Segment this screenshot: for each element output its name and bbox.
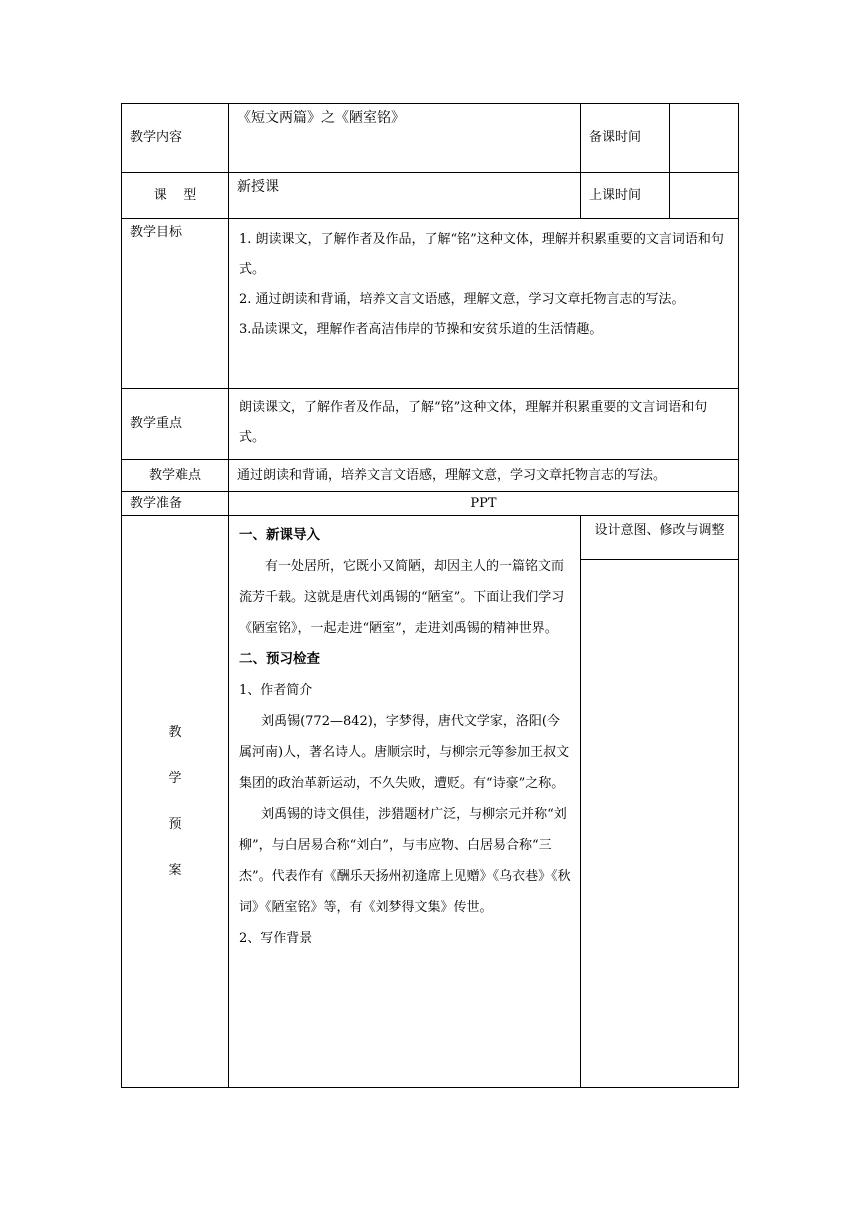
plan-body bbox=[229, 516, 581, 1088]
design-notes-area bbox=[581, 560, 739, 1088]
row-content bbox=[122, 104, 739, 173]
row-difficulties bbox=[122, 460, 739, 492]
key-points-value: 朗读课文，了解作者及作品，了解“铭”这种文体，理解并积累重要的文言词语和句式。 bbox=[229, 389, 739, 460]
type-label: 课 型 bbox=[122, 173, 229, 219]
side-label-char: 案 bbox=[168, 862, 182, 878]
preparation-value: PPT bbox=[229, 492, 739, 516]
content-value: 《短文两篇》之《陋室铭》 bbox=[229, 104, 581, 173]
design-notes-header: 设计意图、修改与调整 bbox=[581, 516, 739, 560]
type-value: 新授课 bbox=[229, 173, 581, 219]
intro-text: 有一处居所，它既小又简陋，却因主人的一篇铭文而流芳千载。这就是唐代刘禹锡的“陋室”。下面让我们学习《陋室铭》，一起走进“陋室”，走进刘禹锡的精神世界。 bbox=[239, 559, 565, 636]
author-paragraph-2: 刘禹锡的诗文俱佳，涉猎题材广泛，与柳宗元并称“刘柳”，与白居易合称“刘白”，与韦应物、白居易合称“三杰”。代表作有《酬乐天扬州初逢席上见赠》《乌衣巷》《秋词》《陋室铭》等，有《刘梦得文集》传世。 bbox=[239, 807, 571, 915]
author-paragraph-1: 刘禹锡(772—842)，字梦得，唐代文学家，洛阳(今属河南)人，著名诗人。唐顺宗时，与柳宗元等参加王叔文集团的政治革新运动，不久失败，遭贬。有“诗豪”之称。 bbox=[239, 714, 570, 791]
side-label-char: 学 bbox=[168, 770, 182, 786]
author-heading: 1、作者简介 bbox=[239, 683, 313, 698]
background-heading: 2、写作背景 bbox=[239, 931, 313, 946]
prep-time-value bbox=[670, 104, 739, 173]
goals-label: 教学目标 bbox=[122, 219, 229, 389]
goals-list bbox=[229, 219, 739, 389]
goal-item: 1. 朗读课文，了解作者及作品，了解“铭”这种文体，理解并积累重要的文言词语和句式。 bbox=[239, 232, 724, 277]
intro-heading: 一、新课导入 bbox=[239, 527, 320, 543]
preparation-label: 教学准备 bbox=[122, 492, 229, 516]
row-plan-head bbox=[122, 516, 739, 560]
row-goals bbox=[122, 219, 739, 389]
class-time-value bbox=[670, 173, 739, 219]
lesson-plan-table bbox=[121, 103, 739, 1088]
goal-item: 3.品读课文，理解作者高洁伟岸的节操和安贫乐道的生活情趣。 bbox=[239, 322, 603, 337]
goal-item: 2. 通过朗读和背诵，培养文言文语感，理解文意，学习文章托物言志的写法。 bbox=[239, 292, 685, 307]
prep-time-label: 备课时间 bbox=[581, 104, 670, 173]
preview-heading: 二、预习检查 bbox=[239, 651, 320, 667]
row-type bbox=[122, 173, 739, 219]
side-label-char: 教 bbox=[168, 724, 182, 740]
content-label: 教学内容 bbox=[122, 104, 229, 173]
class-time-label: 上课时间 bbox=[581, 173, 670, 219]
row-key-points bbox=[122, 389, 739, 460]
side-label-char: 预 bbox=[168, 816, 182, 832]
key-points-label: 教学重点 bbox=[122, 389, 229, 460]
difficulties-label: 教学难点 bbox=[122, 460, 229, 492]
plan-side-label bbox=[122, 516, 229, 1088]
row-preparation bbox=[122, 492, 739, 516]
difficulties-value: 通过朗读和背诵，培养文言文语感，理解文意，学习文章托物言志的写法。 bbox=[229, 460, 739, 492]
